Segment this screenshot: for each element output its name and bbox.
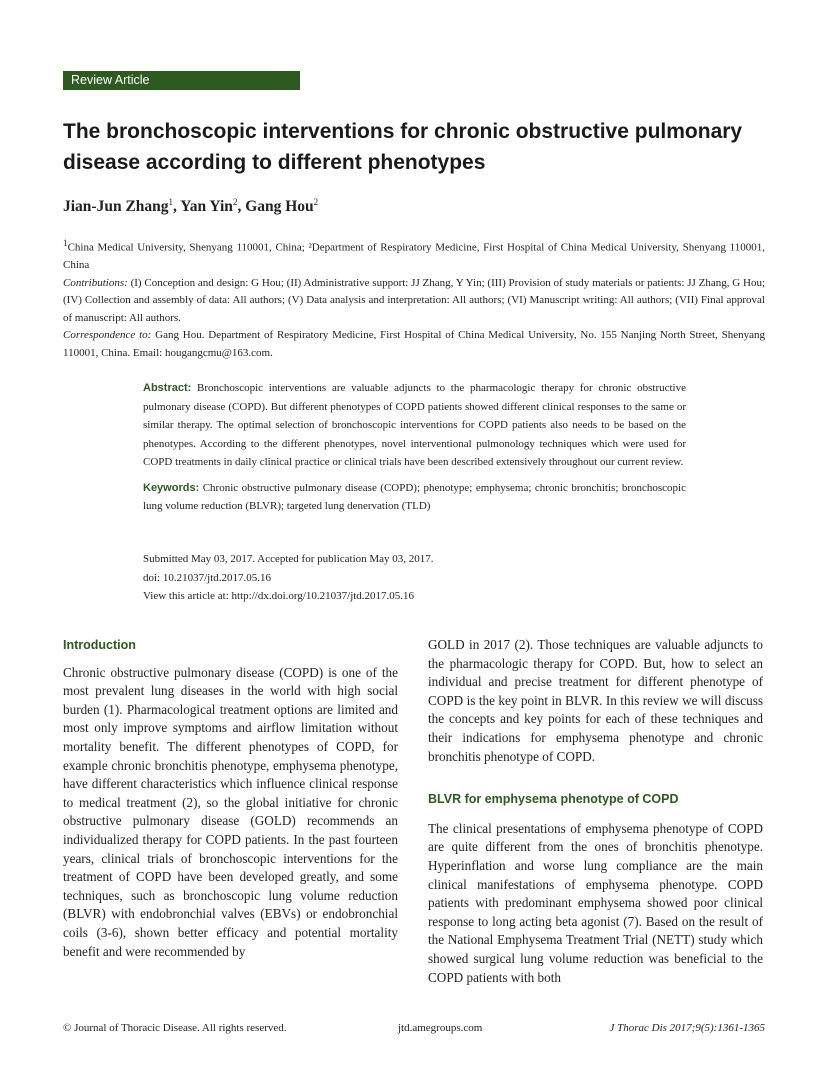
- author-sup: 1: [168, 197, 174, 207]
- article-type-badge: Review Article: [63, 71, 300, 90]
- keywords-label: Keywords:: [143, 481, 200, 494]
- author: Yan Yin: [180, 198, 233, 216]
- submission-info: [143, 550, 434, 606]
- left-column: [63, 636, 398, 961]
- author: Gang Hou: [245, 198, 314, 216]
- abstract-text: Bronchoscopic interventions are valuable adjuncts to the pharmacologic therapy for chronic obstructive pulmonary disease (COPD). But different phenotypes of COPD patients showed different clinical responses to the same or similar therapy. The optimal selection of bronchoscopic interventions for COPD patients also needs to be based on the phenotypes. According to the different phenotypes, novel interventional pulmonology techniques which were used for COPD treatments in daily clinical practice or clinical trials have been described extensively throughout our current review.: [143, 382, 686, 468]
- correspondence-label: Correspondence to:: [63, 329, 152, 342]
- keywords: [143, 479, 686, 516]
- body-paragraph: GOLD in 2017 (2). Those techniques are valuable adjuncts to the pharmacologic therapy for COPD. But, how to select an individual and precise treatment for different phenotype of COPD is the key point in BLVR. In this review we will discuss the concepts and key points for each of these techniques and their indications for emphysema phenotype and chronic bronchitis phenotype of COPD.: [428, 637, 763, 764]
- correspondence-text: Gang Hou. Department of Respiratory Medicine, First Hospital of China Medical University, No. 155 Nanjing North Street, Shenyang 110001, China. Email: hougangcmu@163.com.: [63, 329, 765, 359]
- contributions-text: (I) Conception and design: G Hou; (II) Administrative support: JJ Zhang, Y Yin; (III) Provision of study materials or patients: JJ Zhang, G Hou; (IV) Collection and assembly of data: All authors; (V) Data analysis and interpretation: All authors; (VI) Manuscript writing: All authors; (VII) Final approval of manuscript: All authors.: [63, 276, 765, 324]
- contributions: [63, 275, 765, 328]
- affil-sup: 1: [63, 238, 68, 248]
- abstract: [143, 379, 686, 472]
- section-heading-blvr: BLVR for emphysema phenotype of COPD: [428, 792, 679, 807]
- submitted-date: Submitted May 03, 2017. Accepted for publication May 03, 2017.: [143, 553, 434, 565]
- author-list: Jian-Jun Zhang$^1$, Yan Yin$^2$, Gang Hou$^2$: [63, 197, 319, 216]
- section-heading-introduction: Introduction: [63, 638, 136, 652]
- footer-copyright: © Journal of Thoracic Disease. All rights reserved.: [63, 1022, 287, 1034]
- paper-title: The bronchoscopic interventions for chronic obstructive pulmonary disease according to different phenotypes: [63, 120, 743, 174]
- keywords-text: Chronic obstructive pulmonary disease (COPD); phenotype; emphysema; chronic bronchitis; bronchoscopic lung volume reduction (BLVR); targeted lung denervation (TLD): [143, 481, 686, 512]
- contributions-label: Contributions:: [63, 276, 128, 289]
- abstract-label: Abstract:: [143, 382, 192, 394]
- author-sup: 2: [232, 197, 238, 207]
- footer-citation: J Thorac Dis 2017;9(5):1361-1365: [609, 1022, 765, 1034]
- author: Jian-Jun Zhang: [63, 198, 169, 216]
- body-paragraph: The clinical presentations of emphysema phenotype of COPD are quite different from the ones of bronchitis phenotype. Hyperinflation and worse lung compliance are the main clinical manifestations of emphysema phenotype. COPD patients with predominant emphysema showed poor clinical response to long acting beta agonist (7). Based on the result of the National Emphysema Treatment Trial (NETT) study which showed surgical lung volume reduction was beneficial to the COPD patients with both: [428, 820, 763, 985]
- affiliations-text: China Medical University, Shenyang 110001, China; ²Department of Respiratory Medicine, First Hospital of China Medical University, Shenyang 110001, China: [63, 241, 765, 272]
- author-sup: 2: [313, 197, 319, 207]
- correspondence: [63, 327, 765, 362]
- doi: doi: 10.21037/jtd.2017.05.16: [143, 571, 272, 584]
- article-link[interactable]: View this article at: http://dx.doi.org/10.21037/jtd.2017.05.16: [143, 590, 415, 602]
- right-column: [428, 636, 763, 987]
- author-info: [63, 235, 765, 362]
- footer-site[interactable]: jtd.amegroups.com: [398, 1022, 483, 1034]
- body-paragraph: Chronic obstructive pulmonary disease (COPD) is one of the most prevalent lung diseases in the world with high social burden (1). Pharmacological treatment options are limited and most only improve symptoms and airflow limitation without mortality benefit. The different phenotypes of COPD, for example chronic bronchitis phenotype, emphysema phenotype, have different characteristics which influence clinical response to medical treatment (2), so the global initiative for chronic obstructive pulmonary disease (GOLD) recommends an individualized therapy for COPD patients. In the past fourteen years, clinical trials of bronchoscopic interventions for the treatment of COPD have been developed greatly, and some techniques, such as bronchoscopic lung volume reduction (BLVR) with endobronchial valves (EBVs) or endobronchial coils (3-6), shown better efficacy and potential mortality benefit and were recommended by: [63, 664, 398, 959]
- affiliations: [63, 235, 765, 275]
- abstract-block: [143, 379, 686, 523]
